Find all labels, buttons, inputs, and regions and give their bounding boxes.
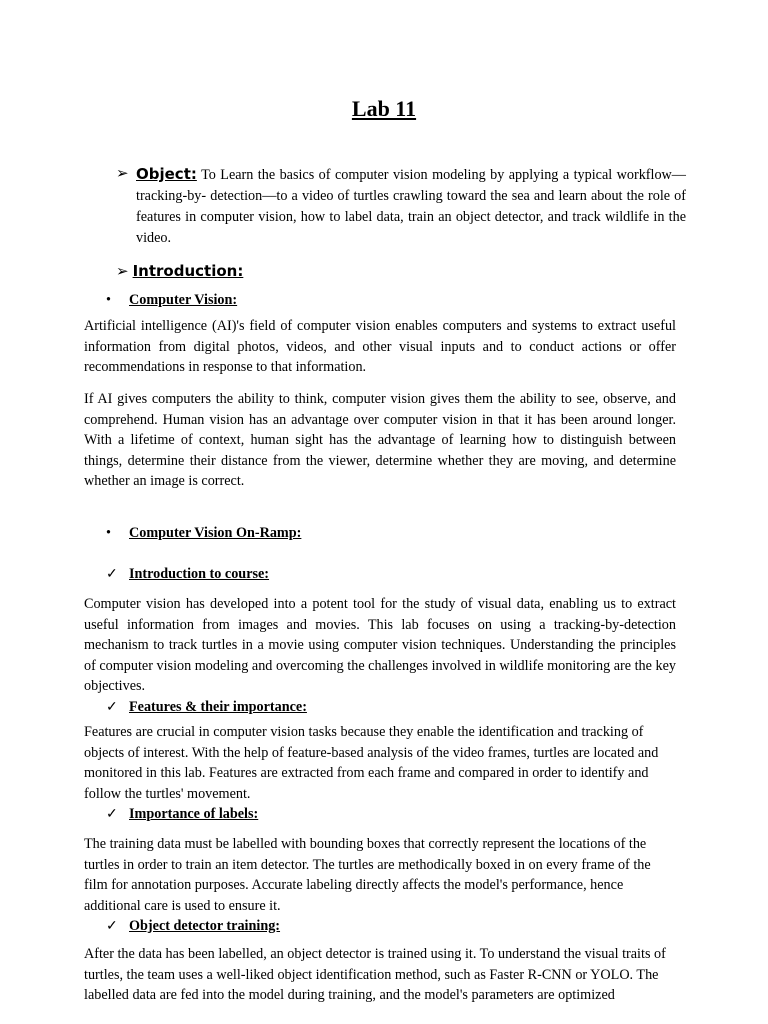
intro-course-paragraph: Computer vision has developed into a potent tool for the study of visual data, enabling us to extract useful information from images and movies. This lab focuses on using a tracking-by-detection mechanism to track turtles in a movie using computer vision techniques. Understanding the principles of computer vision modeling and overcoming the challenges involved in wildlife monitoring are the key objectives. bbox=[84, 596, 676, 695]
labels-paragraph: The training data must be labelled with bounding boxes that correctly represent the locations of the turtles in order to train an item detector. The turtles are methodically boxed in on every frame of the film for annotation purposes. Accurate labeling directly affects the model's performance, hence additional care is used to ensure it. bbox=[84, 836, 651, 914]
computer-vision-paragraph-2: If AI gives computers the ability to think, computer vision gives them the ability to see, observe, and comprehend. Human vision has an advantage over computer vision in that it has been around longer. With a lifetime of context, human sight has the advantage of learning how to distinguish between things, determine their distance from the viewer, determine whether they are moving, and determine whether an image is correct. bbox=[84, 391, 676, 490]
computer-vision-heading bbox=[106, 290, 237, 310]
labels-label: Importance of labels: bbox=[129, 806, 259, 822]
detector-label: Object detector training: bbox=[129, 918, 281, 934]
introduction-label: Introduction: bbox=[132, 262, 244, 280]
bullet-icon: • bbox=[106, 525, 111, 541]
features-label: Features & their importance: bbox=[129, 699, 307, 715]
intro-course-label: Introduction to course: bbox=[129, 566, 270, 582]
check-icon: ✓ bbox=[106, 566, 118, 582]
detector-paragraph: After the data has been labelled, an object detector is trained using it. To understand the visual traits of turtles, the team uses a well-liked object identification method, such as Faster R-CNN or YOLO. The labelled data are fed into the model during training, and the model's parameters are optimized bbox=[84, 946, 666, 1004]
intro-course-heading bbox=[106, 564, 269, 584]
bullet-icon: • bbox=[106, 292, 111, 308]
computer-vision-paragraph-1: Artificial intelligence (AI)'s field of computer vision enables computers and systems to extract useful information from digital photos, videos, and other visual inputs and to conduct actions or offer recommendations in response to that information. bbox=[84, 318, 676, 376]
objective-section bbox=[116, 164, 686, 249]
computer-vision-label: Computer Vision: bbox=[129, 292, 238, 308]
features-paragraph: Features are crucial in computer vision tasks because they enable the identification and tracking of objects of interest. With the help of feature-based analysis of the video frames, turtles are located and monitored in this lab. Features are extracted from each frame and compared in order to identify and follow the turtles' movement. bbox=[84, 724, 659, 802]
check-icon: ✓ bbox=[106, 806, 118, 822]
objective-label: Object: bbox=[136, 165, 197, 183]
on-ramp-label: Computer Vision On-Ramp: bbox=[129, 525, 302, 541]
page-title: Lab 11 bbox=[351, 96, 417, 121]
arrow-bullet-icon: ➢ bbox=[116, 166, 129, 182]
arrow-bullet-icon: ➢ bbox=[116, 264, 129, 280]
features-heading bbox=[106, 697, 307, 717]
detector-heading bbox=[106, 916, 280, 936]
on-ramp-heading bbox=[106, 523, 301, 543]
check-icon: ✓ bbox=[106, 699, 118, 715]
objective-text: To Learn the basics of computer vision modeling by applying a typical workflow—tracking-by- detection—to a video of turtles crawling toward the sea and learn about the role of features in computer vision, how to label data, train an object detector, and track wildlife in the video. bbox=[136, 167, 686, 246]
labels-heading bbox=[106, 804, 258, 824]
check-icon: ✓ bbox=[106, 918, 118, 934]
introduction-heading bbox=[116, 260, 243, 283]
